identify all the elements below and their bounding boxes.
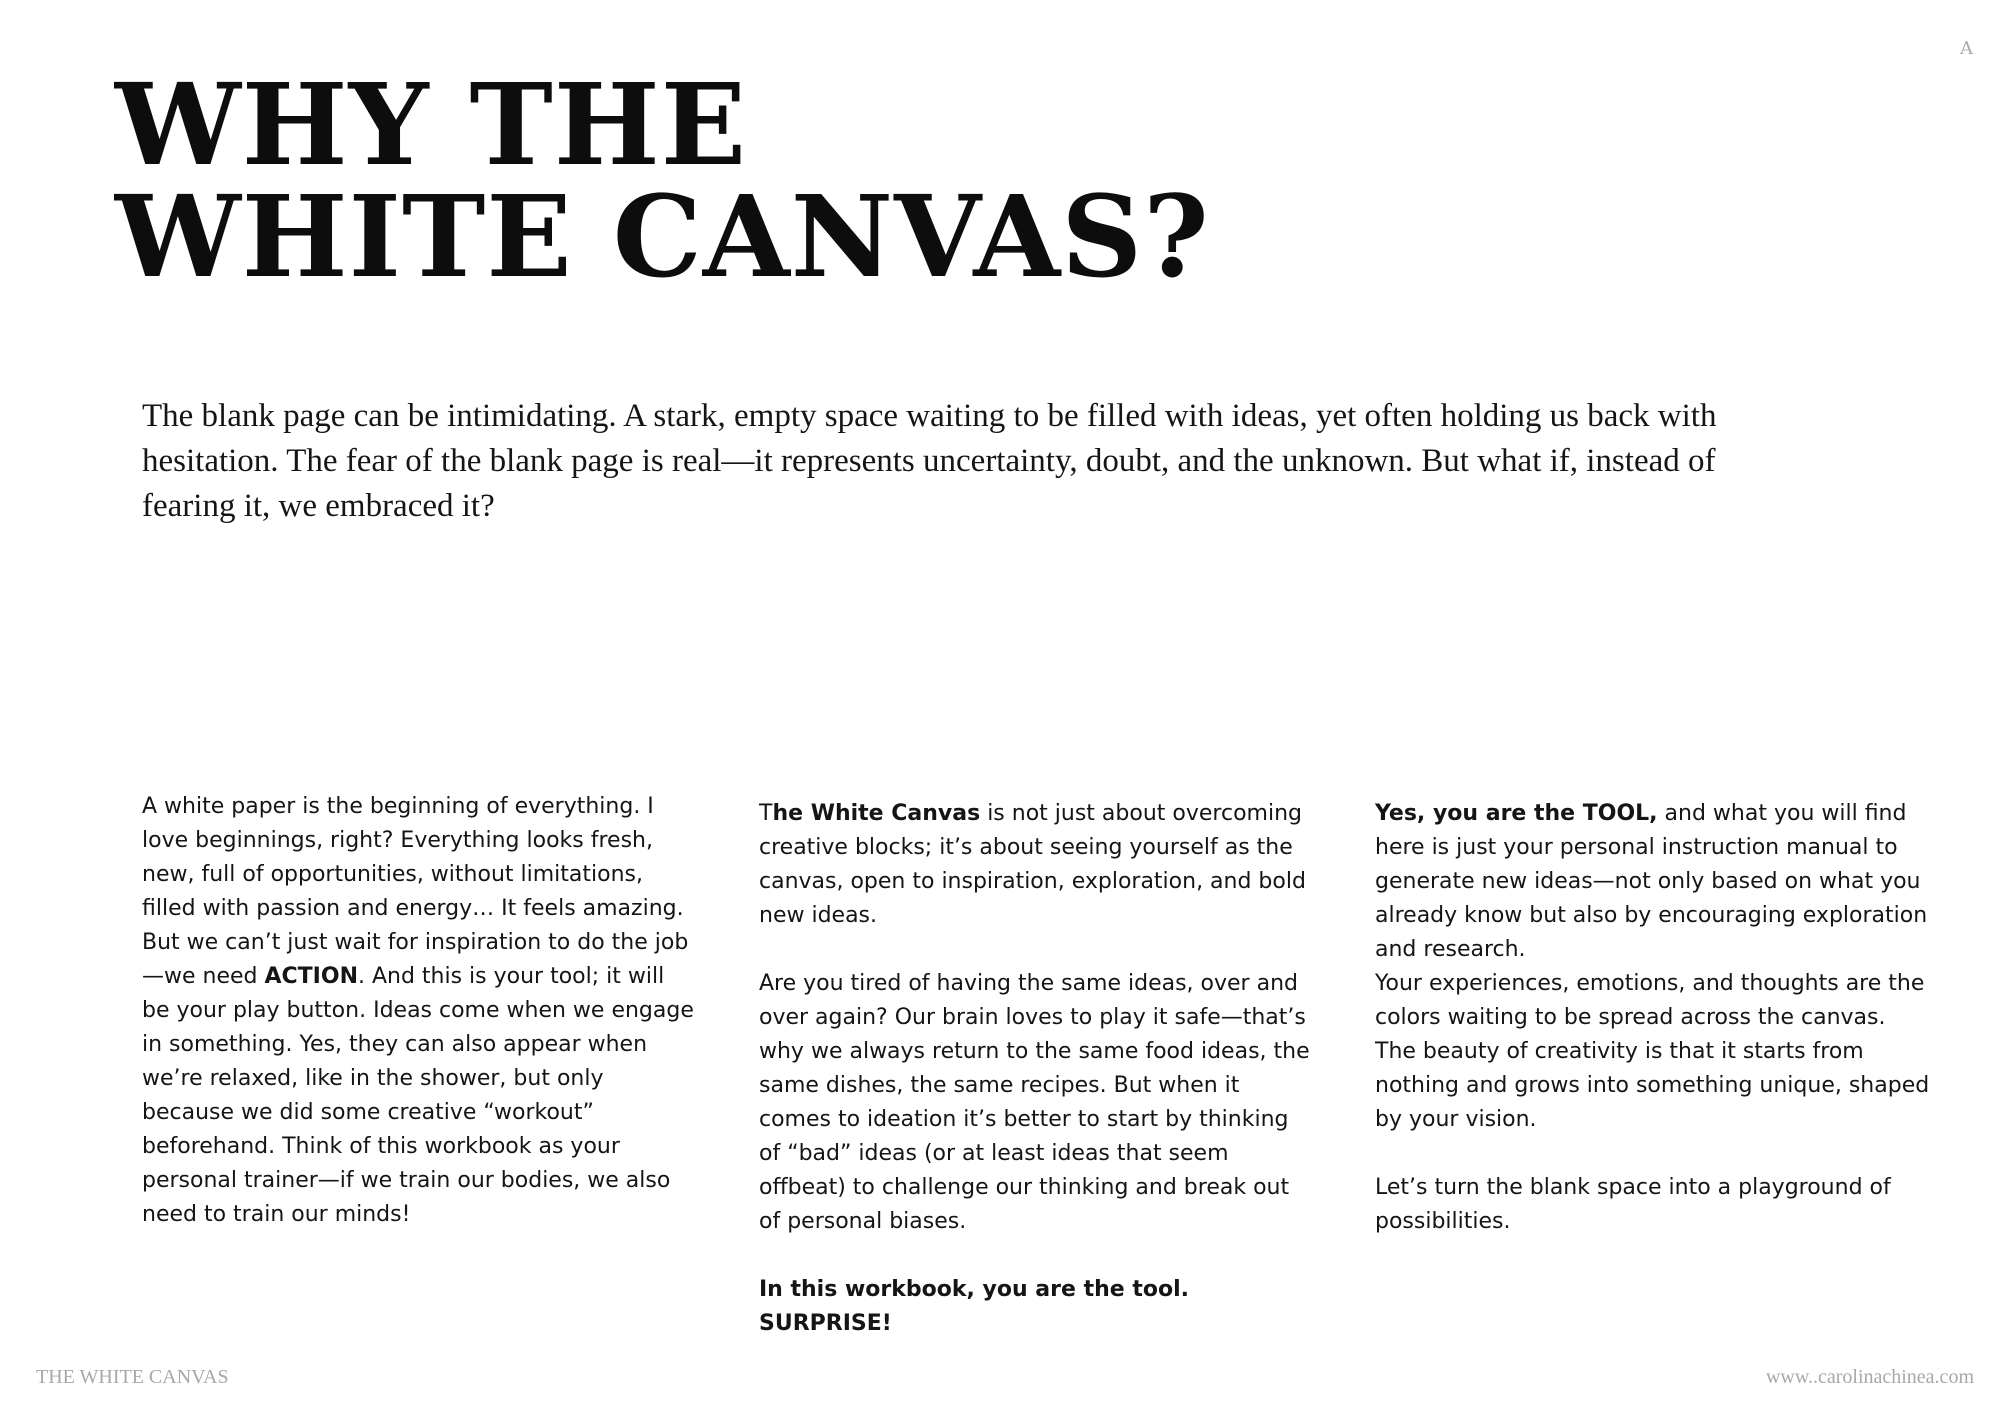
column-1-action-bold: ACTION: [264, 964, 358, 989]
column-3-p1-text: and what you will find here is just your personal instruction manual to generate new ideas—not only based on what you already know but also by encouraging exploration and research.: [1375, 801, 1928, 962]
column-1: [142, 790, 697, 1232]
footer-website: www..carolinachinea.com: [1765, 1366, 1974, 1388]
title-line-1: WHY THE: [115, 60, 748, 191]
column-2-paragraph-1: [759, 797, 1314, 933]
column-2-paragraph-2: Are you tired of having the same ideas, over and over again? Our brain loves to play it safe—that’s why we always return to the same food ideas, the same dishes, the same recipes. But when it comes to ideation it’s better to start by thinking of “bad” ideas (or at least ideas that seem offbeat) to challenge our thinking and break out of personal biases.: [759, 971, 1310, 1234]
column-1-text-b: . And this is your tool; it will be your play button. Ideas come when we engage in something. Yes, they can also appear when we’re relaxed, like in the shower, but only because we did some creative “workout” beforehand. Think of this workbook as your personal trainer—if we train our bodies, we also need to train our minds!: [142, 964, 694, 1227]
column-2-bold-title: he White Canvas: [772, 801, 981, 826]
column-3-paragraph-1: [1375, 797, 1930, 967]
column-3-bold-lead: Yes, you are the TOOL,: [1375, 801, 1658, 826]
footer-title: THE WHITE CANVAS: [36, 1366, 229, 1388]
column-3-paragraph-2: Your experiences, emotions, and thoughts are the colors waiting to be spread across the canvas. The beauty of creativity is that it starts from nothing and grows into something unique, shaped by your vision.: [1375, 971, 1930, 1132]
column-1-text-a: A white paper is the beginning of everything. I love beginnings, right? Everything looks fresh, new, full of opportunities, without limitations, filled with passion and energy… It feels amazing. But we can’t just wait for inspiration to do the job—we need: [142, 794, 689, 989]
column-3: [1375, 797, 1930, 1239]
column-3-paragraph-3: Let’s turn the blank space into a playground of possibilities.: [1375, 1175, 1891, 1234]
column-2-lead-letter: T: [759, 801, 773, 826]
column-1-paragraph: [142, 790, 697, 1232]
page-corner-mark: A: [1960, 38, 1973, 59]
page-title: [115, 60, 1210, 303]
column-2-paragraph-3: [759, 1273, 1314, 1341]
title-line-2: WHITE CANVAS?: [115, 172, 1210, 303]
column-2-surprise-bold: In this workbook, you are the tool. SURPRISE!: [759, 1277, 1189, 1336]
column-2-p1-text: is not just about overcoming creative blocks; it’s about seeing yourself as the canvas, open to inspiration, exploration, and bold new ideas.: [759, 801, 1306, 928]
column-2: [759, 797, 1314, 1341]
intro-paragraph: The blank page can be intimidating. A stark, empty space waiting to be filled with ideas, yet often holding us back with hesitation. The fear of the blank page is real—it represents uncertainty, doubt, and the unknown. But what if, instead of fearing it, we embraced it?: [142, 398, 1717, 524]
